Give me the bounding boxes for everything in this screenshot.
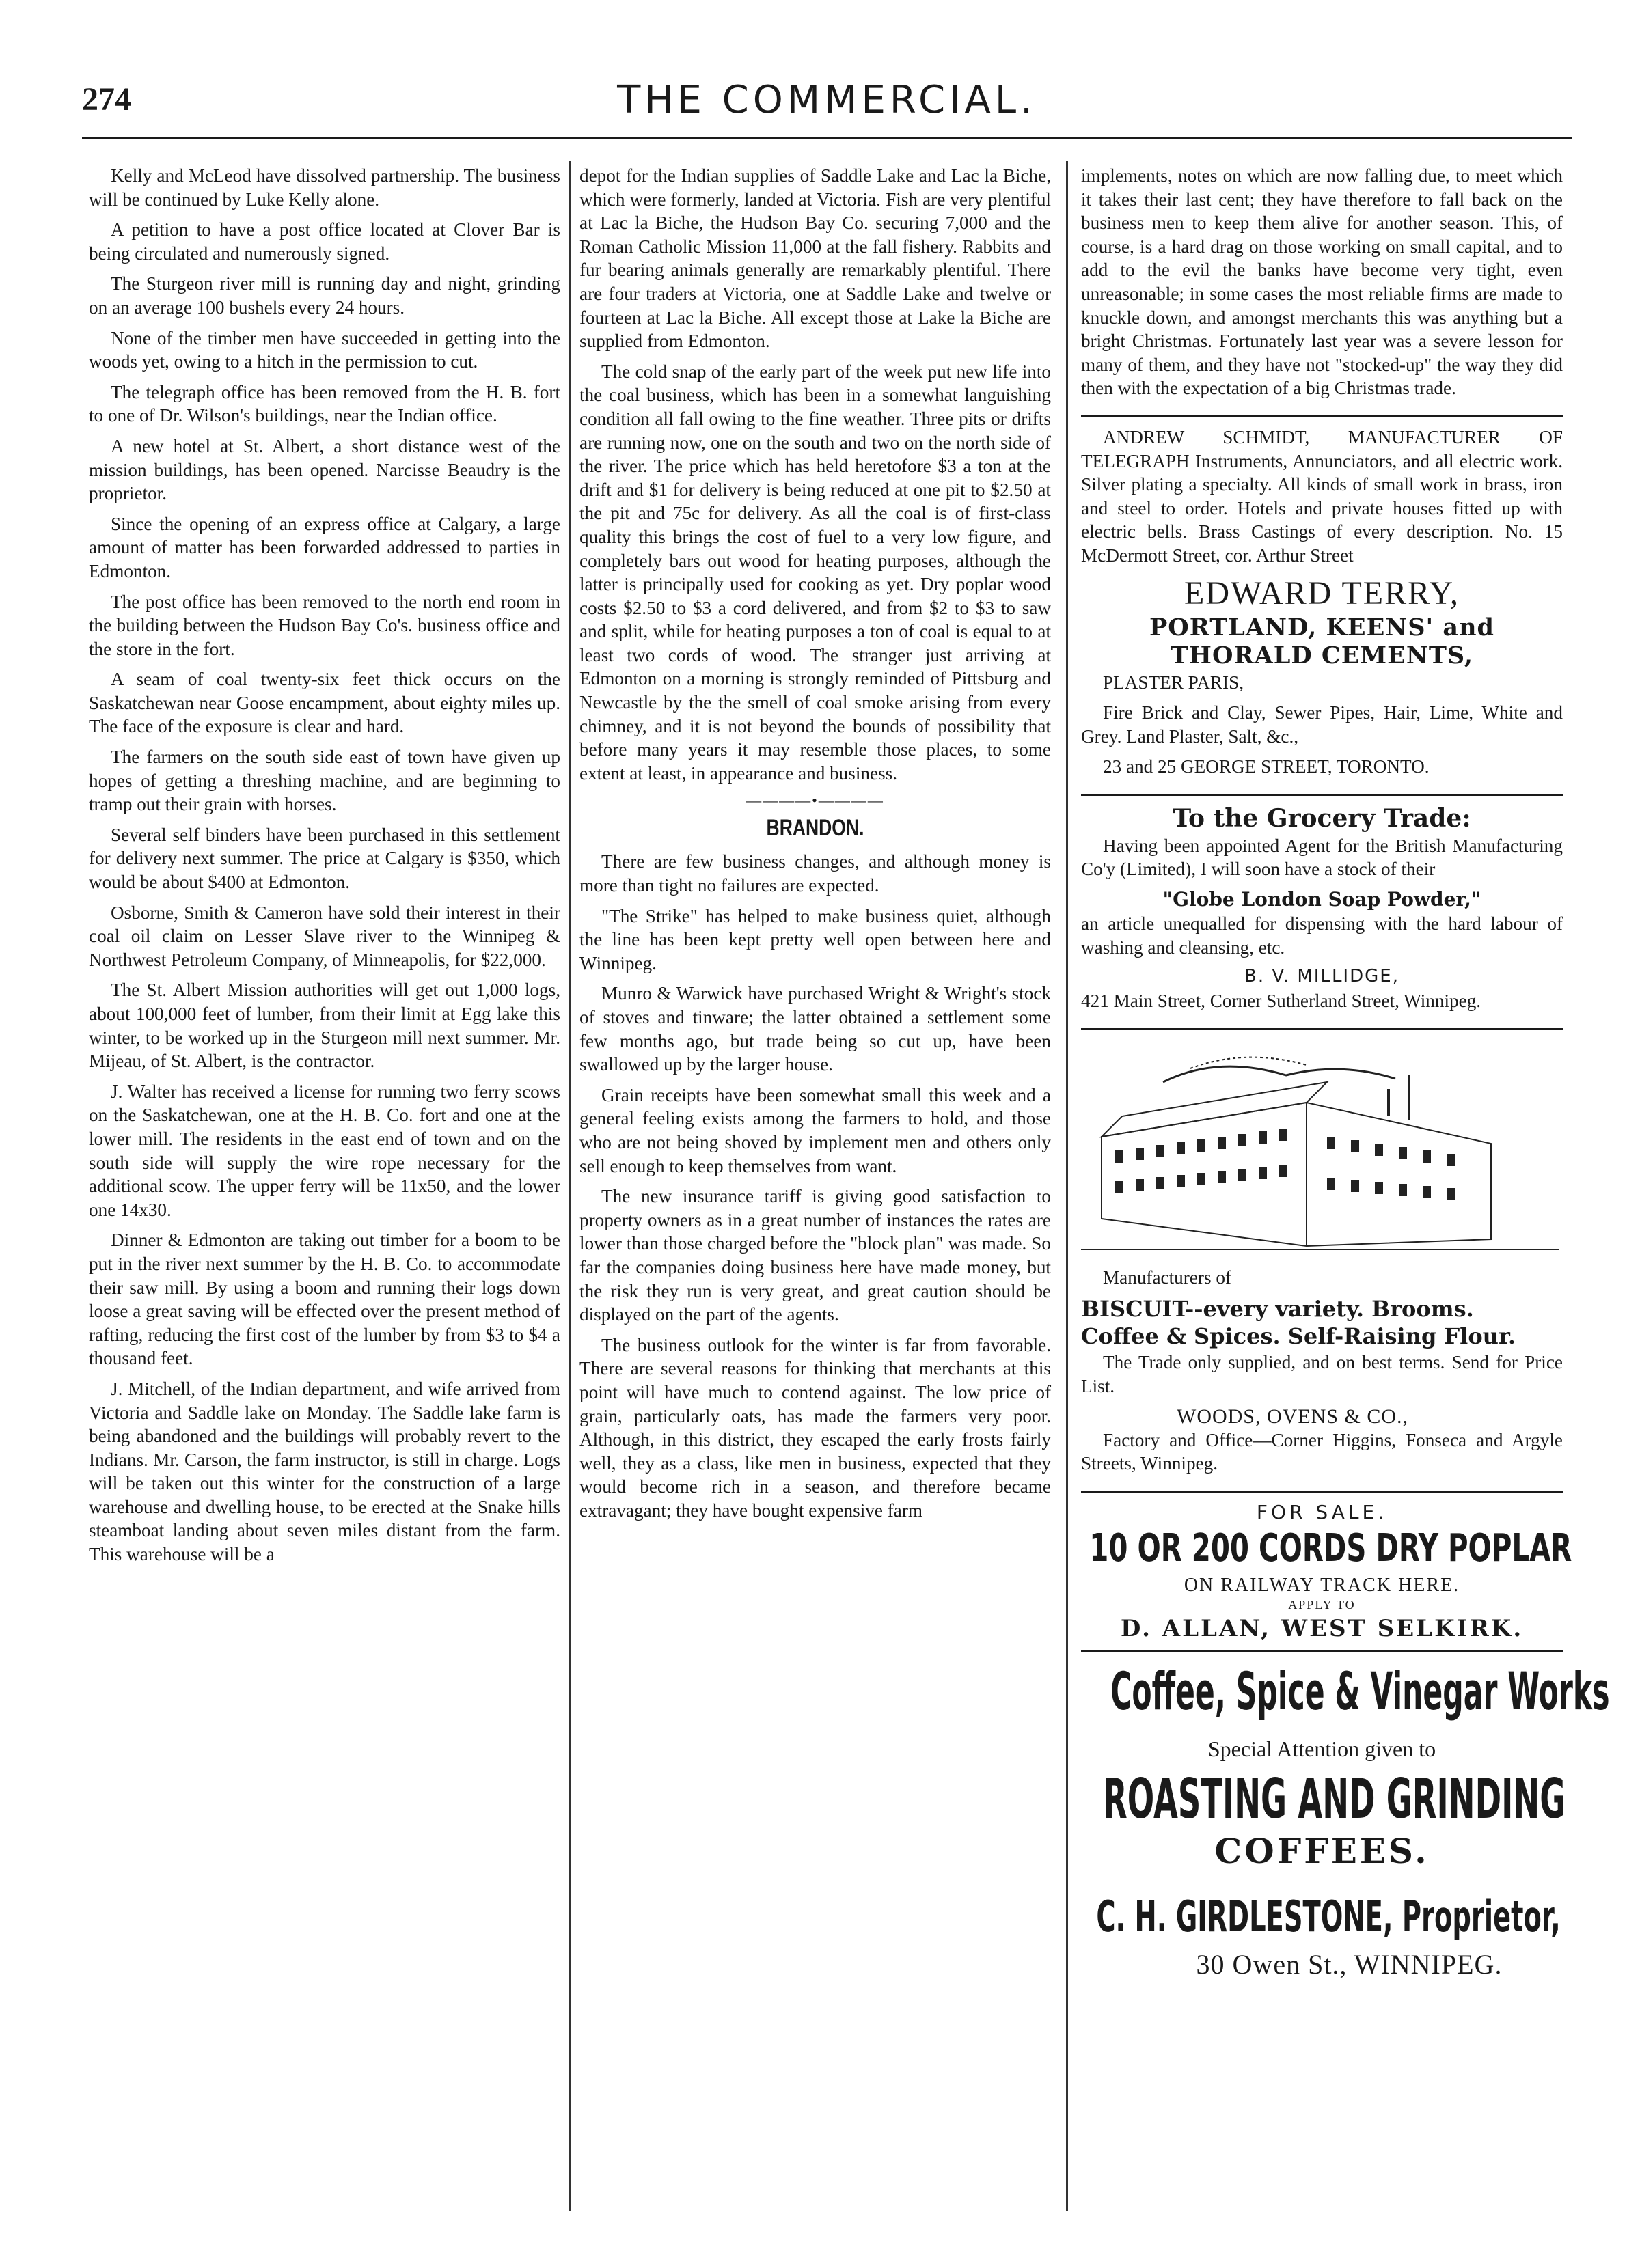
coffee-address: 30 Owen St., WINNIPEG. <box>1196 1948 1503 1980</box>
news-paragraph: The post office has been removed to the north end room in the building between the Hudson Bay Co's. business office and the store in the fort. <box>89 591 560 659</box>
woods-manufacturers-of: Manufacturers of <box>1103 1267 1231 1288</box>
terry-address: 23 and 25 GEORGE STREET, TORONTO. <box>1103 756 1430 777</box>
news-paragraph: The cold snap of the early part of the week put new life into the coal business, which has been in a somewhat languishing condition all fall owing to the fine weather. Three pits or drifts are running now, one on the south and two on the north side of the river. The price which has held heretofore $3 a ton at the drift and $1 for delivery is being reduced at one pit to $2.50 at the pit and 75c for delivery. As all the coal is of first-class quality this brings the cost of fuel to a very low figure, and completely bars out wood for heating purposes, although the latter is principally used for cooking as yet. Dry poplar wood costs $2.50 to $3 a cord delivered, and from $2 to $3 to saw and split, while for heating purposes a ton of coal is equal to at least two cords of wood. The stranger just arriving at Edmonton on a morning is strongly reminded of Pittsburg and Newcastle by the the smell of coal smoke arising from every chimney, and it is not beyond the bounds of possibility that before many years it may resemble those places, to some extent at least, in appearance and business. <box>579 361 1051 784</box>
terry-cements: PORTLAND, KEENS' and THORALD CEMENTS, <box>1149 613 1495 669</box>
news-paragraph: Several self binders have been purchased in this settlement for delivery next summer. The price at Calgary is $350, which would be about $400 at Edmonton. <box>89 824 560 893</box>
news-paragraph: J. Mitchell, of the Indian department, and wife arrived from Victoria and Saddle lake on Monday. The Saddle lake farm is being abandoned and the buildings will probably revert to the Indians. Mr. Carson, the farm instructor, is still in charge. Logs will be taken out this winter for the construction of a large warehouse and dwelling house, to be erected at the Snake hills steamboat landing about seven miles distant from the farm. This warehouse will be a <box>89 1378 560 1565</box>
woods-line1: BISCUIT--every variety. Brooms. <box>1081 1296 1474 1323</box>
news-paragraph: Osborne, Smith & Cameron have sold their interest in their coal oil claim on Lesser Slave river to the Winnipeg & Northwest Petroleum Company, of Minneapolis, for $22,000. <box>89 902 560 970</box>
news-paragraph: implements, notes on which are now falling due, to meet which it takes their last cent; they have therefore to fall back on the business men to keep them alive for another season. This, of course, is a hard drag on those working on small capital, and to add to the evil the banks have become very tight, even unreasonable; in some cases the most reliable firms are made to knuckle down, and amongst merchants this was anything but a bright Christmas. Fortunately last year was a severe lesson for many of them, and they have not "stocked-up" the way they did then with the expectation of a big Christmas trade. <box>1081 165 1563 399</box>
woods-line2: Coffee & Spices. Self-Raising Flour. <box>1081 1323 1516 1350</box>
column-left <box>89 164 560 1573</box>
coffee-special: Special Attention given to <box>1207 1736 1436 1761</box>
for-sale-contact: D. ALLAN, WEST SELKIRK. <box>1120 1614 1524 1642</box>
advertisement-schmidt <box>1081 426 1563 796</box>
news-paragraph: A petition to have a post office located at Clover Bar is being circulated and numerously signed. <box>89 219 560 264</box>
section-heading-brandon: BRANDON. <box>766 815 864 842</box>
terry-name: EDWARD TERRY, <box>1184 575 1460 611</box>
for-sale-track: ON RAILWAY TRACK HERE. <box>1184 1574 1460 1596</box>
news-paragraph: A new hotel at St. Albert, a short distance west of the mission buildings, has been opened. Narcisse Beaudry is the proprietor. <box>89 435 560 504</box>
section-divider: ————•———— <box>746 792 884 810</box>
masthead-title: THE COMMERCIAL. <box>617 78 1037 122</box>
news-paragraph: The Sturgeon river mill is running day and night, grinding on an average 100 bushels every 24 hours. <box>89 273 560 318</box>
column-right <box>1081 164 1610 1980</box>
column-divider <box>1066 161 1068 2211</box>
advertisement-coffee-works <box>1081 1660 1610 1980</box>
coffee-coffees: COFFEES. <box>1214 1830 1430 1871</box>
news-paragraph: depot for the Indian supplies of Saddle Lake and Lac la Biche, which were formerly, landed at Victoria. Fish are very plentiful at Lac la Biche, the Hudson Bay Co. securing 7,000 and the Roman Catholic Mission 11,000 at the fall fishery. Rabbits and fur bearing animals generally are remarkably plentiful. There are four traders at Victoria, one at Saddle Lake and twelve or fourteen at Lac la Biche. All except those at Lake la Biche are supplied from Edmonton. <box>579 165 1051 352</box>
advertisement-grocery <box>1081 804 1563 1030</box>
terry-items: Fire Brick and Clay, Sewer Pipes, Hair, Lime, White and Grey. Land Plaster, Salt, &c., <box>1081 702 1563 747</box>
terry-plaster: PLASTER PARIS, <box>1103 672 1244 693</box>
grocery-desc: an article unequalled for dispensing with the hard labour of washing and cleansing, etc. <box>1081 913 1563 958</box>
woods-address: Factory and Office—Corner Higgins, Fonseca and Argyle Streets, Winnipeg. <box>1081 1429 1563 1474</box>
schmidt-ad-text: ANDREW SCHMIDT, MANUFACTURER OF TELEGRAPH Instruments, Annunciators, and all electric work. Silver plating a specialty. All kinds of small work in brass, iron and steel to order. Hotels and private houses fitted up with electric bells. Brass Castings of every description. No. 15 McDermott Street, cor. Arthur Street <box>1081 426 1563 566</box>
news-paragraph: A seam of coal twenty-six feet thick occurs on the Saskatchewan near Goose encampment, about eighty miles up. The face of the exposure is clear and hard. <box>89 669 560 737</box>
factory-illustration <box>1081 1041 1559 1260</box>
advertisement-for-sale <box>1081 1500 1572 1652</box>
coffee-proprietor: C. H. GIRDLESTONE, Proprietor, <box>1096 1891 1561 1941</box>
coffee-works-title: Coffee, Spice & Vinegar Works <box>1110 1660 1610 1721</box>
grocery-title: To the Grocery Trade: <box>1173 803 1471 833</box>
for-sale-label: FOR SALE. <box>1256 1500 1388 1523</box>
news-paragraph: The business outlook for the winter is far from favorable. There are several reasons for thinking that merchants at this point will have much to contend against. The low price of grain, particularly oats, has made the farmers very poor. Although, in this district, they escaped the early frosts fairly well, they as a class, like men in business, expected that they would become rich in a season, and therefore became extravagant; they have bought expensive farm <box>579 1334 1051 1521</box>
coffee-roasting: ROASTING AND GRINDING <box>1103 1767 1566 1831</box>
advertisement-woods-ovens <box>1081 1038 1563 1493</box>
news-paragraph: The St. Albert Mission authorities will get out 1,000 logs, about 100,000 feet of lumber, from their limit at Egg lake this winter, to be worked up in the Sturgeon mill next summer. Mr. Mijeau, of St. Albert, is the contractor. <box>89 980 560 1072</box>
news-paragraph: Since the opening of an express office at Calgary, a large amount of matter has been forwarded addressed to parties in Edmonton. <box>89 513 560 581</box>
grocery-text: Having been appointed Agent for the British Manufacturing Co'y (Limited), I will soon have a stock of their <box>1081 835 1563 880</box>
news-paragraph: Munro & Warwick have purchased Wright & Wright's stock of stoves and tinware; the latter obtained a settlement some few months ago, but trade being so cut up, have been swallowed up by the larger house. <box>579 983 1051 1075</box>
news-paragraph: Grain receipts have been somewhat small this week and a general feeling exists among the farmers to hold, and those who are not being shoved by implement men and others only sell enough to keep themselves from want. <box>579 1084 1051 1176</box>
news-paragraph: There are few business changes, and although money is more than tight no failures are expected. <box>579 851 1051 896</box>
news-paragraph: J. Walter has received a license for running two ferry scows on the Saskatchewan, one at the H. B. Co. fort and one at the lower mill. The residents in the east end of town and on the south side will supply the wire rope necessary for the additional scow. The upper ferry will be 11x50, and the lower one 14x30. <box>89 1081 560 1220</box>
grocery-name: B. V. MILLIDGE, <box>1244 966 1399 987</box>
news-paragraph: None of the timber men have succeeded in getting into the woods yet, owing to a hitch in the permission to cut. <box>89 327 560 372</box>
news-paragraph: The telegraph office has been removed from the H. B. fort to one of Dr. Wilson's buildings, near the Indian office. <box>89 381 560 426</box>
grocery-address: 421 Main Street, Corner Sutherland Street, Winnipeg. <box>1081 991 1481 1012</box>
for-sale-headline: 10 OR 200 CORDS DRY POPLAR <box>1089 1525 1572 1571</box>
for-sale-apply: APPLY TO <box>1288 1597 1356 1612</box>
news-paragraph: The new insurance tariff is giving good satisfaction to property owners as in a great number of instances the rates are lower than those charged before the "block plan" was made. So far the companies doing business here have made money, but the risk they run is very great, and great caution should be displayed on the part of the agents. <box>579 1186 1051 1325</box>
woods-company: WOODS, OVENS & CO., <box>1177 1405 1409 1428</box>
article-continuation <box>1081 164 1563 417</box>
page-number: 274 <box>82 81 131 117</box>
column-divider <box>569 161 571 2211</box>
news-paragraph: Dinner & Edmonton are taking out timber for a boom to be put in the river next summer by the H. B. Co. to accommodate their saw mill. By using a boom and running their logs down loose a great saving will be effected over the present method of rafting, reducing the first cost of the lumber by from $3 to $4 a thousand feet. <box>89 1230 560 1369</box>
page-header <box>82 78 1572 128</box>
column-middle <box>579 164 1051 1529</box>
news-paragraph: "The Strike" has helped to make business quiet, although the line has been kept pretty well open between here and Winnipeg. <box>579 905 1051 973</box>
grocery-product: "Globe London Soap Powder," <box>1162 888 1481 911</box>
woods-trade-only: The Trade only supplied, and on best terms. Send for Price List. <box>1081 1352 1563 1397</box>
news-paragraph: The farmers on the south side east of town have given up hopes of getting a threshing machine, and are beginning to tramp out their grain with horses. <box>89 747 560 815</box>
news-paragraph: Kelly and McLeod have dissolved partnership. The business will be continued by Luke Kelly alone. <box>89 165 560 210</box>
header-rule <box>82 137 1572 139</box>
